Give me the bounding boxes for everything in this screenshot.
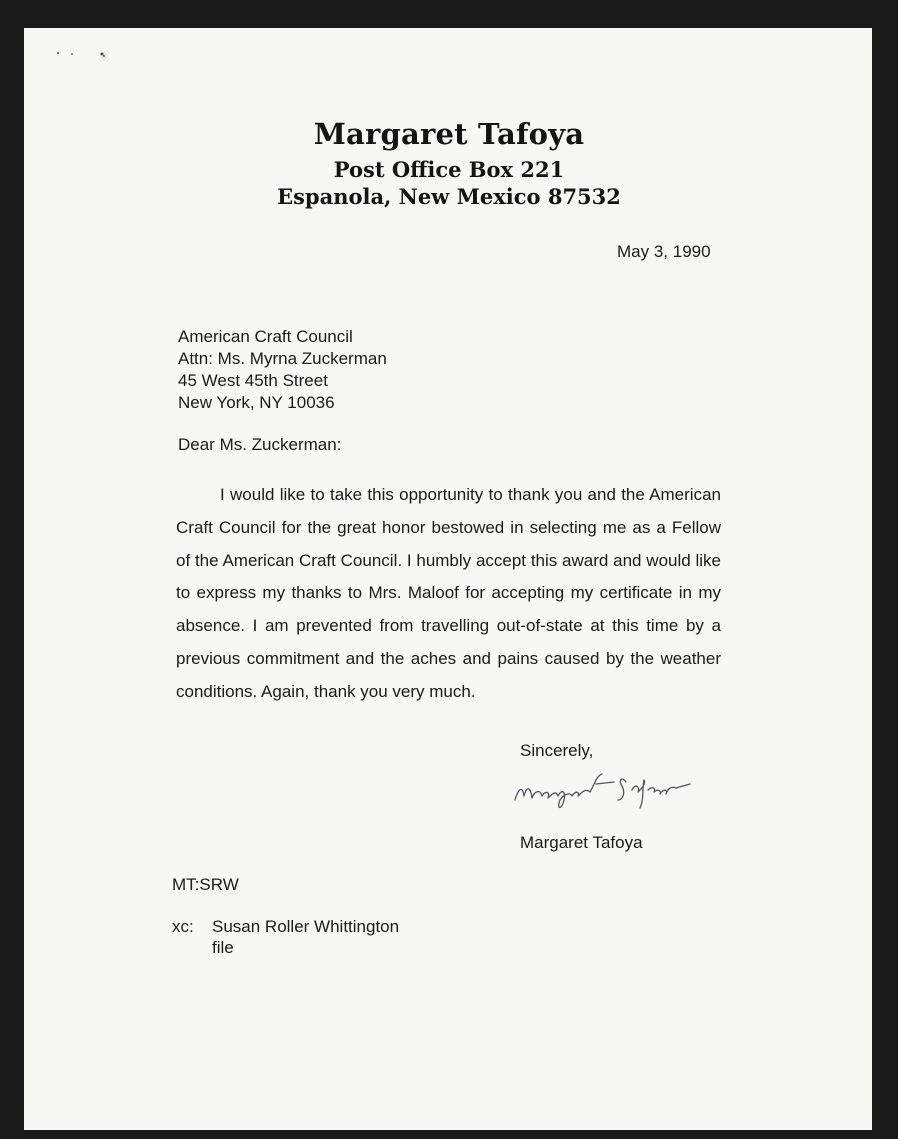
paper-specks	[55, 48, 115, 68]
letterhead-city: Espanola, New Mexico 87532	[277, 184, 621, 209]
signatory-name: Margaret Tafoya	[520, 833, 643, 852]
recipient-address	[178, 326, 387, 414]
handwritten-signature	[510, 770, 740, 830]
letterhead-name: Margaret Tafoya	[313, 117, 585, 151]
cc-recipient: file	[212, 938, 234, 957]
address-line: 45 West 45th Street	[178, 371, 328, 390]
cc-label: xc:	[172, 917, 194, 936]
letterhead-po-box: Post Office Box 221	[333, 157, 565, 182]
letter-date: May 3, 1990	[617, 242, 711, 261]
address-line: Attn: Ms. Myrna Zuckerman	[178, 349, 387, 368]
salutation: Dear Ms. Zuckerman:	[178, 435, 342, 454]
address-line: New York, NY 10036	[178, 393, 335, 412]
letter-body: I would like to take this opportunity to thank you and the American Craft Council for the great honor bestowed in selecting me as a Fellow of the American Craft Council. I humbly accept this award and would like to express my thanks to Mrs. Maloof for accepting my certificate in my absence. I am prevented from travelling out-of-state at this time by a previous commitment and the aches and pains caused by the weather conditions. Again, thank you very much.	[176, 485, 721, 701]
reference-initials: MT:SRW	[172, 875, 239, 894]
cc-recipient: Susan Roller Whittington	[212, 917, 400, 936]
address-line: American Craft Council	[178, 327, 353, 346]
closing: Sincerely,	[520, 741, 594, 760]
